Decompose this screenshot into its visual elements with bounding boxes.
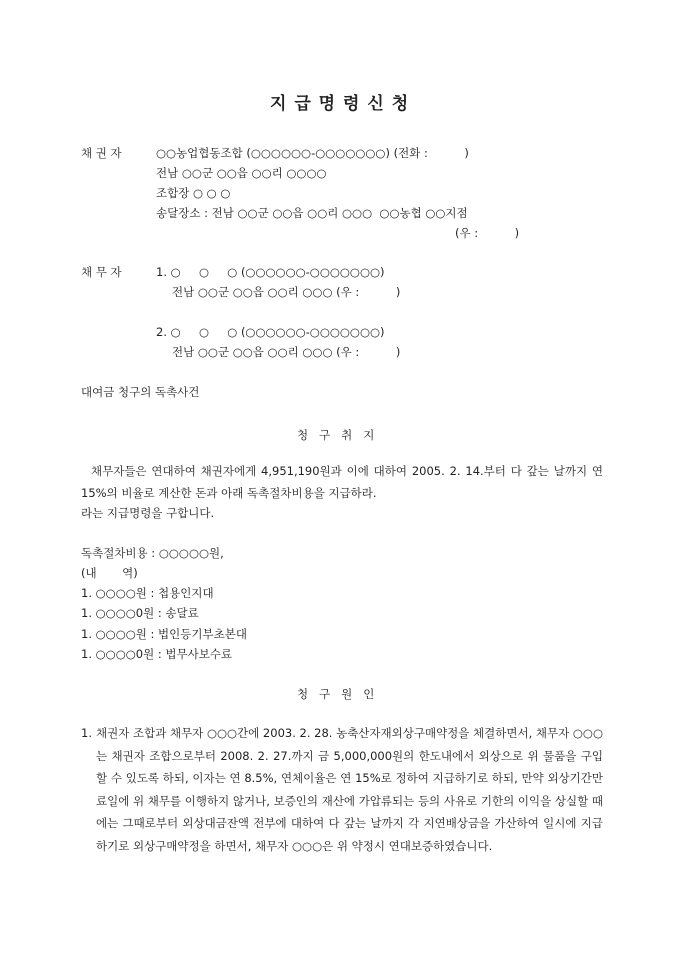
debtor-2-name: 2. ○ ○ ○ (○○○○○○-○○○○○○○) — [156, 325, 385, 339]
cost-item: 1. ○○○○0원 : 법무사보수료 — [81, 647, 233, 661]
cost-item: 1. ○○○○원 : 법인등기부초본대 — [81, 627, 247, 641]
debtor-1-name: 1. ○ ○ ○ (○○○○○○-○○○○○○○) — [156, 265, 385, 279]
case-name: 대여금 청구의 독촉사건 — [81, 385, 200, 399]
claim-purpose-body: 채무자들은 연대하여 채권자에게 4,951,190원과 이에 대하여 2005. 2. 14.부터 다 갚는 날까지 연 15%의 비율로 계산한 돈과 아래 독촉절차비용을 지급하라. — [81, 464, 603, 500]
claim-cause-heading: 청 구 원 인 — [297, 687, 375, 701]
debtor-1-address: 전남 ○○군 ○○읍 ○○리 ○○○ (우 : ) — [172, 285, 401, 299]
cost-item: 1. ○○○○원 : 첩용인지대 — [81, 586, 214, 600]
creditor-name: ○○농업협동조합 (○○○○○○-○○○○○○○) (전화 : ) — [156, 146, 469, 160]
debtor-label: 채 무 자 — [81, 265, 122, 279]
creditor-postal: (우 : ) — [455, 226, 520, 240]
creditor-address: 전남 ○○군 ○○읍 ○○리 ○○○○ — [156, 166, 327, 180]
claim-cause-body: 채권자 조합과 채무자 ○○○간에 2003. 2. 28. 농축산자재외상구매약정을 체결하면서, 채무자 ○○○는 채권자 조합으로부터 2008. 2. 27.까지 금 5,000,000원의 한도내에서 외상으로 위 물품을 구입할 수 있도록 하되, 이자는 연 8.5%, 연체이율은 연 15%로 정하여 지급하기로 하되, 만약 외상기간만료일에 위 채무를 이행하지 않거나, 보증인의 재산에 가압류되는 등의 사유로 기한의 이익을 상실할 때에는 그때로부터 외상대금잔액 전부에 대하여 다 갚는 날까지 각 지연배상금을 가산하여 일시에 지급하기로 외상구매약정을 하면서, 채무자 ○○○은 위 약정시 연대보증하였습니다. — [96, 726, 603, 853]
creditor-representative: 조합장 ○ ○ ○ — [156, 186, 231, 200]
claim-purpose-closing: 라는 지급명령을 구합니다. — [81, 506, 215, 520]
debtor-2-address: 전남 ○○군 ○○읍 ○○리 ○○○ (우 : ) — [172, 345, 401, 359]
creditor-label: 채 권 자 — [81, 146, 122, 160]
document-title: 지 급 명 령 신 청 — [270, 94, 410, 114]
claim-cause-number: 1. — [81, 726, 92, 740]
cost-item: 1. ○○○○0원 : 송달료 — [81, 606, 199, 620]
creditor-service-address: 송달장소 : 전남 ○○군 ○○읍 ○○리 ○○○ ○○농협 ○○지점 — [156, 206, 468, 220]
claim-purpose-heading: 청 구 취 지 — [297, 428, 375, 442]
costs-breakdown-label: (내 역) — [81, 566, 138, 580]
costs-total: 독촉절차비용 : ○○○○○원, — [81, 546, 224, 560]
